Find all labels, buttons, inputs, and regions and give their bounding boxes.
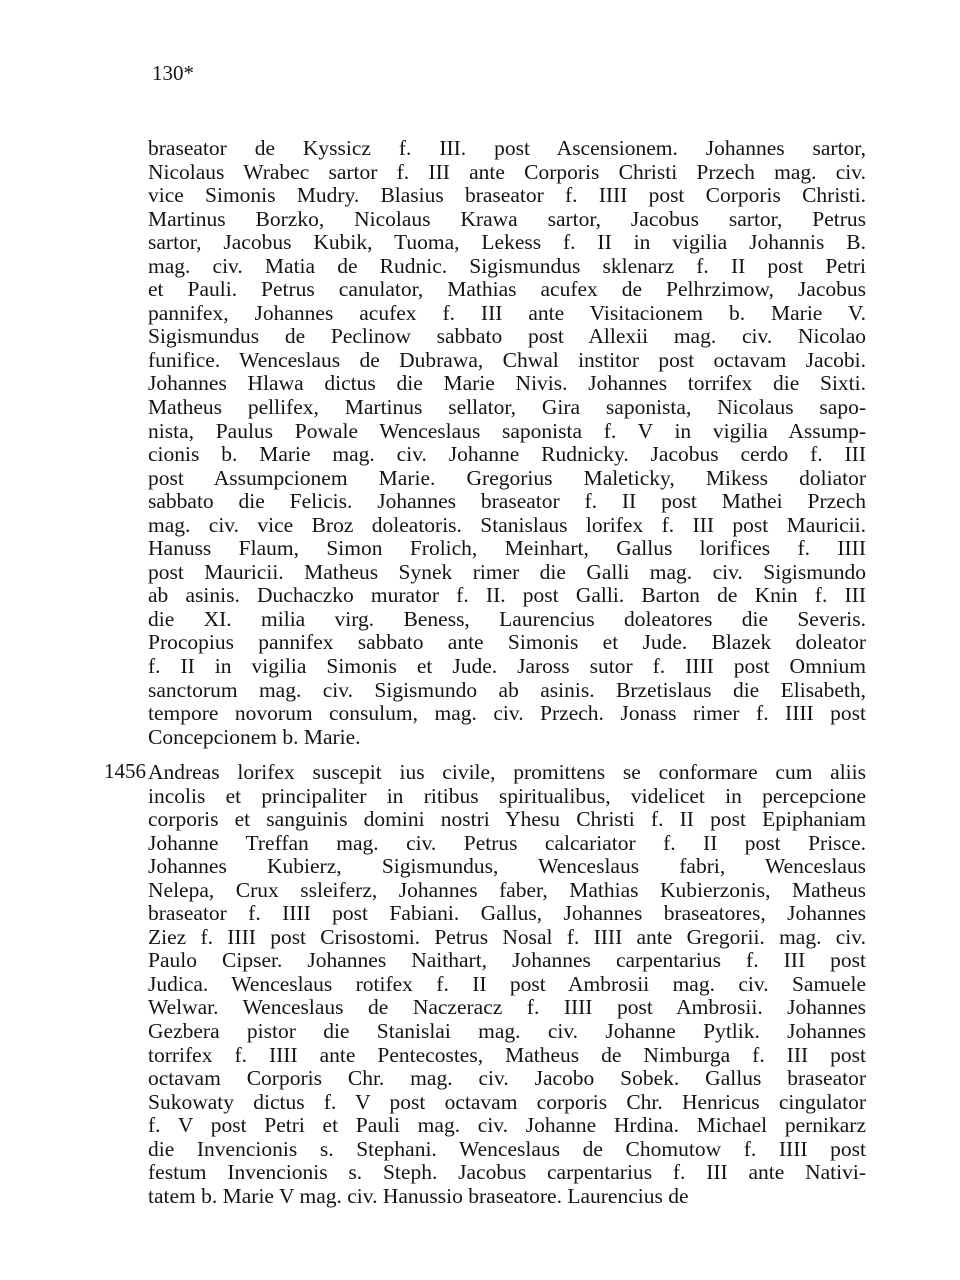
text-line: tempore novorum consulum, mag. civ. Przech. Jonass rimer f. IIII post (148, 702, 866, 726)
text-line: Nicolaus Wrabec sartor f. III ante Corporis Christi Przech mag. civ. (148, 160, 866, 184)
text-line: vice Simonis Mudry. Blasius braseator f. IIII post Corporis Christi. (148, 184, 866, 208)
text-line: sanctorum mag. civ. Sigismundo ab asinis. Brzetislaus die Elisabeth, (148, 678, 866, 702)
text-line: Matheus pellifex, Martinus sellator, Gira saponista, Nicolaus sapo- (148, 396, 866, 420)
text-line: Johannes Hlawa dictus die Marie Nivis. Johannes torrifex die Sixti. (148, 372, 866, 396)
text-line: braseator f. IIII post Fabiani. Gallus, Johannes braseatores, Johannes (148, 902, 866, 926)
text-line: Judica. Wenceslaus rotifex f. II post Ambrosii mag. civ. Samuele (148, 972, 866, 996)
margin-year: 1456 (104, 759, 146, 783)
text-line: f. II in vigilia Simonis et Jude. Jaross sutor f. IIII post Omnium (148, 655, 866, 679)
text-line: cionis b. Marie mag. civ. Johanne Rudnicky. Jacobus cerdo f. III (148, 443, 866, 467)
text-line: torrifex f. IIII ante Pentecostes, Matheus de Nimburga f. III post (148, 1043, 866, 1067)
text-line: corporis et sanguinis domini nostri Yhesu Christi f. II post Epiphaniam (148, 808, 866, 832)
text-line: Ziez f. IIII post Crisostomi. Petrus Nosal f. IIII ante Gregorii. mag. civ. (148, 925, 866, 949)
text-line: ab asinis. Duchaczko murator f. II. post Galli. Barton de Knin f. III (148, 584, 866, 608)
text-line: tatem b. Marie V mag. civ. Hanussio braseatore. Laurencius de (148, 1184, 689, 1208)
text-line: festum Invencionis s. Steph. Jacobus carpentarius f. III ante Nativi- (148, 1161, 866, 1185)
text-line: pannifex, Johannes acufex f. III ante Visitacionem b. Marie V. (148, 301, 866, 325)
text-line: mag. civ. Matia de Rudnic. Sigismundus sklenarz f. II post Petri (148, 254, 866, 278)
text-line: Martinus Borzko, Nicolaus Krawa sartor, Jacobus sartor, Petrus (148, 207, 866, 231)
text-line: sartor, Jacobus Kubik, Tuoma, Lekess f. II in vigilia Johannis B. (148, 231, 866, 255)
text-line: Gezbera pistor die Stanislai mag. civ. Johanne Pytlik. Johannes (148, 1020, 866, 1044)
text-line: die XI. milia virg. Beness, Laurencius doleatores die Severis. (148, 607, 866, 631)
text-line: funifice. Wenceslaus de Dubrawa, Chwal institor post octavam Jacobi. (148, 348, 866, 372)
text-line: octavam Corporis Chr. mag. civ. Jacobo Sobek. Gallus braseator (148, 1067, 866, 1091)
text-line: Paulo Cipser. Johannes Naithart, Johannes carpentarius f. III post (148, 949, 866, 973)
text-line: Nelepa, Crux ssleiferz, Johannes faber, Mathias Kubierzonis, Matheus (148, 878, 866, 902)
text-line: nista, Paulus Powale Wenceslaus saponista f. V in vigilia Assump- (148, 419, 866, 443)
text-line: die Invencionis s. Stephani. Wenceslaus de Chomutow f. IIII post (148, 1137, 866, 1161)
text-line: Sigismundus de Peclinow sabbato post Allexii mag. civ. Nicolao (148, 325, 866, 349)
text-line: Johanne Treffan mag. civ. Petrus calcariator f. II post Prisce. (148, 831, 866, 855)
paragraph-block-2 (148, 761, 866, 1208)
text-line: Sukowaty dictus f. V post octavam corporis Chr. Henricus cingulator (148, 1090, 866, 1114)
text-line: Welwar. Wenceslaus de Naczeracz f. IIII post Ambrosii. Johannes (148, 996, 866, 1020)
text-line: Hanuss Flaum, Simon Frolich, Meinhart, Gallus lorifices f. IIII (148, 537, 866, 561)
text-line: sabbato die Felicis. Johannes braseator f. II post Mathei Przech (148, 490, 866, 514)
text-line: Andreas lorifex suscepit ius civile, promittens se conformare cum aliis (148, 761, 866, 784)
text-line: braseator de Kyssicz f. III. post Ascensionem. Johannes sartor, (148, 137, 866, 160)
text-line: et Pauli. Petrus canulator, Mathias acufex de Pelhrzimow, Jacobus (148, 278, 866, 302)
text-line: Procopius pannifex sabbato ante Simonis et Jude. Blazek doleator (148, 631, 866, 655)
text-line: mag. civ. vice Broz doleatoris. Stanislaus lorifex f. III post Mauricii. (148, 513, 866, 537)
text-line: Johannes Kubierz, Sigismundus, Wenceslaus fabri, Wenceslaus (148, 855, 866, 879)
text-line: post Assumpcionem Marie. Gregorius Maleticky, Mikess doliator (148, 466, 866, 490)
text-line: incolis et principaliter in ritibus spiritualibus, videlicet in percepcione (148, 784, 866, 808)
page-number: 130* (152, 61, 194, 85)
text-line: Concepcionem b. Marie. (148, 725, 361, 749)
text-line: f. V post Petri et Pauli mag. civ. Johanne Hrdina. Michael pernikarz (148, 1114, 866, 1138)
paragraph-block-1 (148, 137, 866, 749)
text-line: post Mauricii. Matheus Synek rimer die Galli mag. civ. Sigismundo (148, 560, 866, 584)
